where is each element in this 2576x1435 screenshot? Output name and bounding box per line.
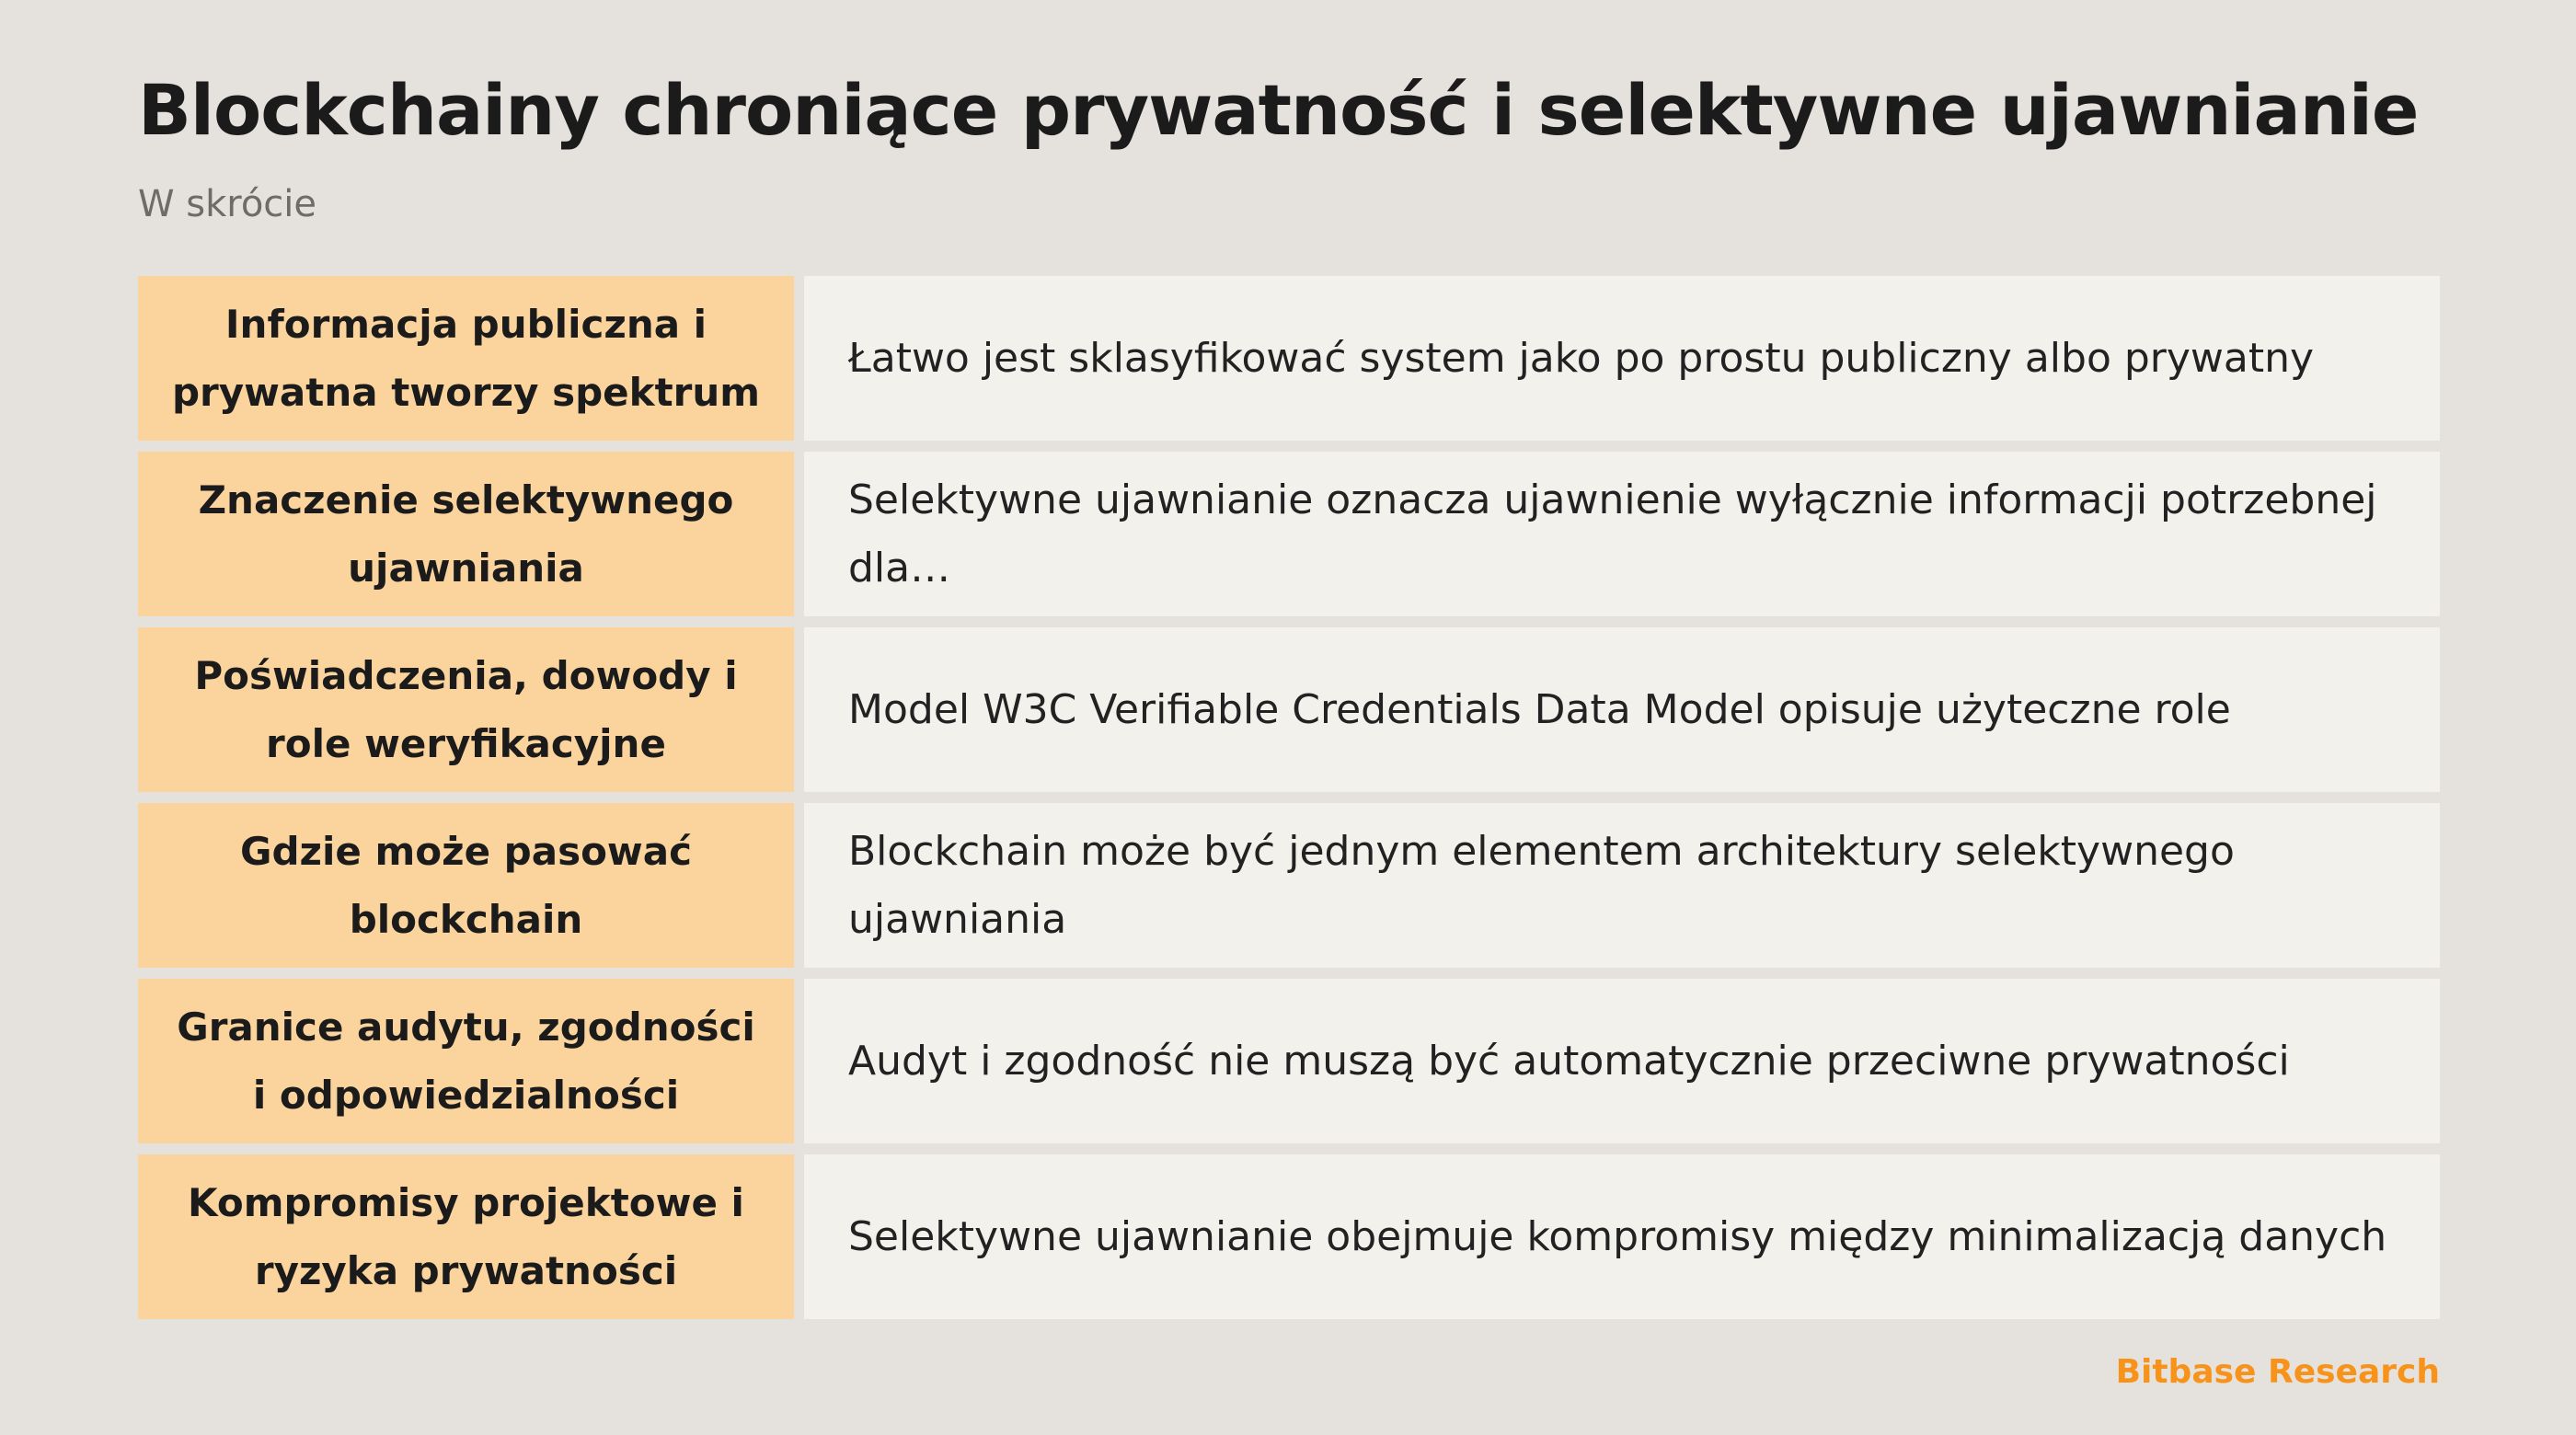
page-subtitle: W skrócie bbox=[138, 183, 317, 225]
row-description: Selektywne ujawnianie oznacza ujawnienie wyłącznie informacji potrzebnej dla… bbox=[804, 452, 2440, 616]
row-label: Poświadczenia, dowody i role weryfikacyjne bbox=[138, 627, 794, 792]
row-description: Łatwo jest sklasyfikować system jako po prostu publiczny albo prywatny bbox=[804, 276, 2440, 441]
table-row bbox=[138, 1154, 2440, 1319]
brand-label: Bitbase Research bbox=[2115, 1353, 2440, 1391]
row-description: Audyt i zgodność nie muszą być automatycznie przeciwne prywatności bbox=[804, 979, 2440, 1143]
row-label: Kompromisy projektowe i ryzyka prywatności bbox=[138, 1154, 794, 1319]
row-label: Gdzie może pasować blockchain bbox=[138, 803, 794, 968]
table-row bbox=[138, 452, 2440, 616]
table-row bbox=[138, 979, 2440, 1143]
slide bbox=[138, 0, 2440, 1435]
row-label: Granice audytu, zgodności i odpowiedzialności bbox=[138, 979, 794, 1143]
row-label: Informacja publiczna i prywatna tworzy spektrum bbox=[138, 276, 794, 441]
table-row bbox=[138, 627, 2440, 792]
row-label: Znaczenie selektywnego ujawniania bbox=[138, 452, 794, 616]
page-title: Blockchainy chroniące prywatność i selektywne ujawnianie bbox=[138, 69, 2419, 151]
summary-table bbox=[138, 276, 2440, 1319]
row-description: Blockchain może być jednym elementem architektury selektywnego ujawniania bbox=[804, 803, 2440, 968]
table-row bbox=[138, 803, 2440, 968]
row-description: Model W3C Verifiable Credentials Data Model opisuje użyteczne role bbox=[804, 627, 2440, 792]
row-description: Selektywne ujawnianie obejmuje kompromisy między minimalizacją danych bbox=[804, 1154, 2440, 1319]
table-row bbox=[138, 276, 2440, 441]
